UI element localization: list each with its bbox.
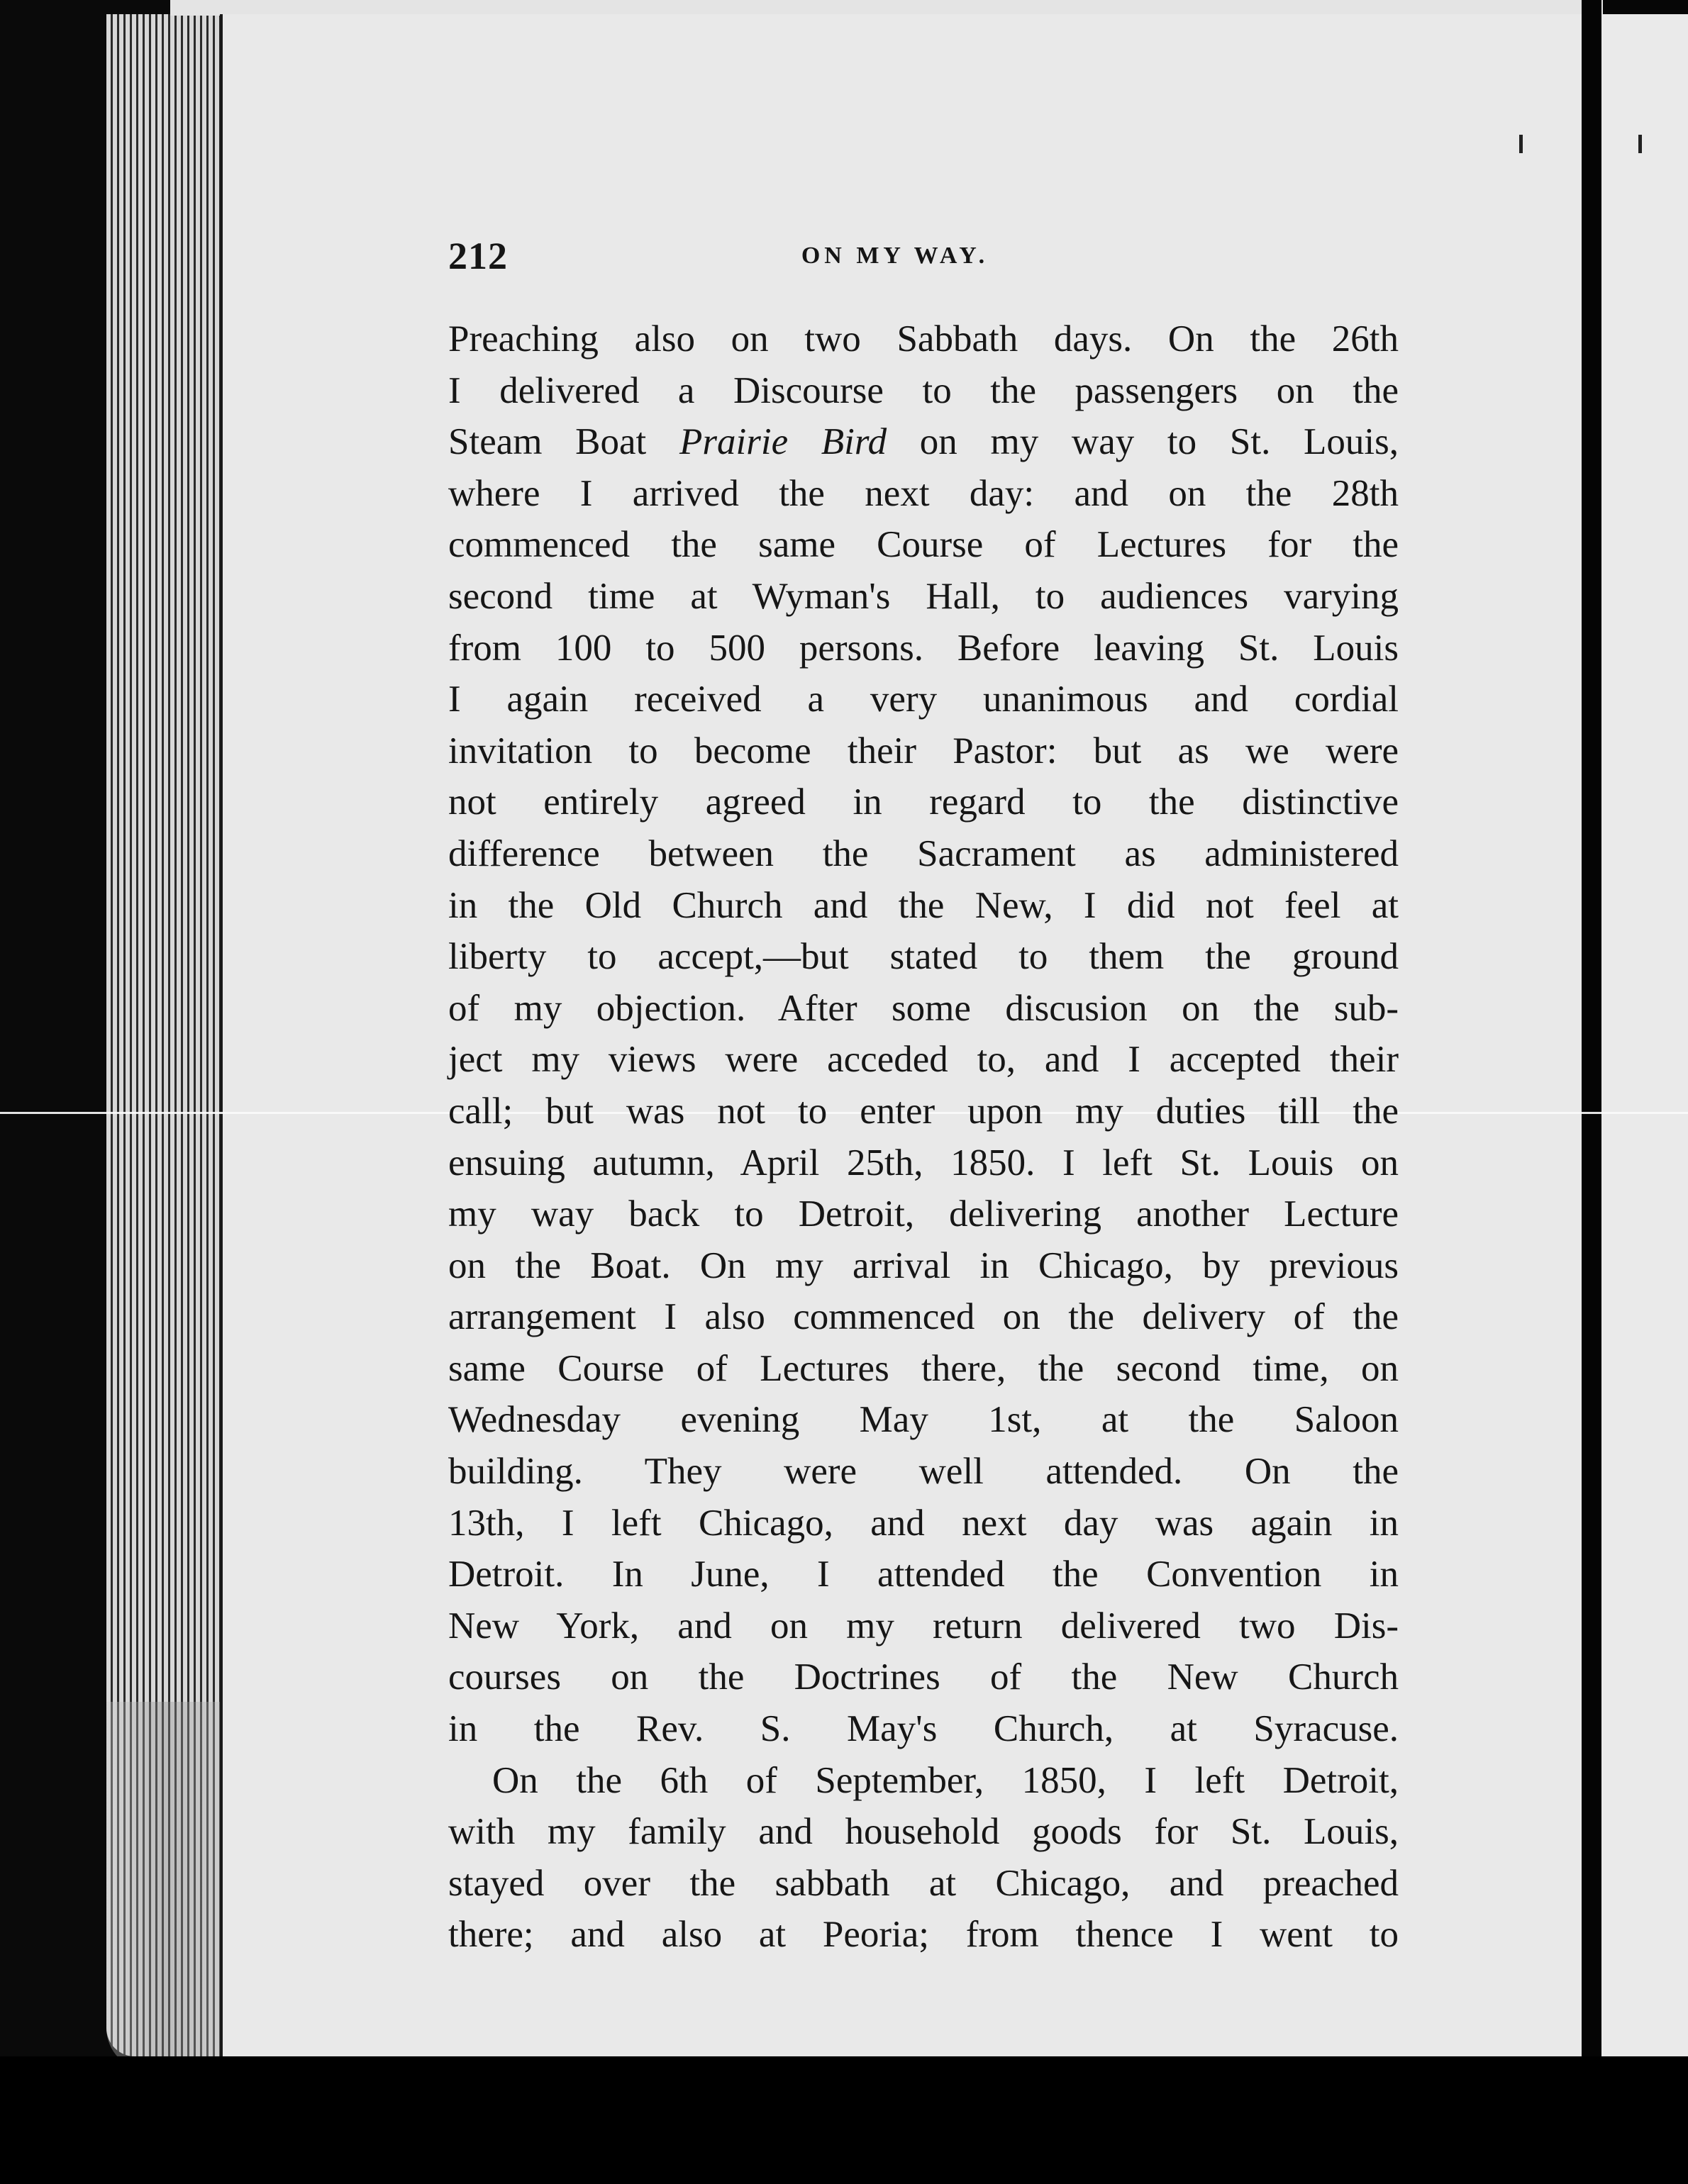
line-text: liberty to accept,—but stated to them the ground bbox=[448, 936, 1399, 978]
line-text: not entirely agreed in regard to the distinctive bbox=[448, 781, 1399, 823]
line-text: on my way to St. Louis, bbox=[887, 421, 1399, 463]
text-line bbox=[448, 1394, 1399, 1446]
text-line bbox=[448, 1600, 1399, 1652]
line-text: in the Rev. S. May's Church, at Syracuse. bbox=[448, 1708, 1399, 1750]
line-text: On the 6th of September, 1850, I left Detroit, bbox=[492, 1759, 1399, 1801]
page-mark bbox=[1519, 135, 1523, 153]
line-text: Detroit. In June, I attended the Convention in bbox=[448, 1554, 1399, 1595]
text-line bbox=[448, 1703, 1399, 1755]
facing-page-sliver bbox=[1601, 14, 1688, 2056]
text-line bbox=[448, 725, 1399, 777]
text-line bbox=[448, 1188, 1399, 1240]
line-text: I again received a very unanimous and cordial bbox=[448, 679, 1399, 720]
line-text: arrangement I also commenced on the delivery of the bbox=[448, 1296, 1399, 1338]
text-line bbox=[448, 1086, 1399, 1137]
text-line bbox=[448, 468, 1399, 520]
text-line bbox=[448, 571, 1399, 623]
body-text bbox=[448, 313, 1399, 1961]
text-line bbox=[448, 1858, 1399, 1910]
line-text: courses on the Doctrines of the New Church bbox=[448, 1656, 1399, 1698]
line-text: commenced the same Course of Lectures for the bbox=[448, 524, 1399, 566]
line-text: of my objection. After some discusion on the sub- bbox=[448, 987, 1399, 1029]
text-line bbox=[448, 1909, 1399, 1961]
line-text: Wednesday evening May 1st, at the Saloon bbox=[448, 1399, 1399, 1441]
text-line bbox=[448, 365, 1399, 417]
line-text: building. They were well attended. On the bbox=[448, 1451, 1399, 1493]
text-line bbox=[448, 983, 1399, 1035]
line-text: 13th, I left Chicago, and next day was again in bbox=[448, 1502, 1399, 1544]
scan-bottom-margin bbox=[0, 2056, 1688, 2184]
line-text: stayed over the sabbath at Chicago, and preached bbox=[448, 1862, 1399, 1904]
text-line bbox=[448, 1806, 1399, 1858]
line-text: there; and also at Peoria; from thence I went to bbox=[448, 1914, 1399, 1956]
line-text: same Course of Lectures there, the second time, on bbox=[448, 1347, 1399, 1389]
line-text: ject my views were acceded to, and I accepted their bbox=[448, 1039, 1399, 1081]
line-text: where I arrived the next day: and on the 28th bbox=[448, 472, 1399, 514]
line-text: call; but was not to enter upon my duties till the bbox=[448, 1090, 1399, 1132]
line-text: my way back to Detroit, delivering another Lecture bbox=[448, 1193, 1399, 1235]
top-page-strip bbox=[170, 0, 1603, 16]
line-text: Preaching also on two Sabbath days. On the 26th bbox=[448, 318, 1399, 360]
text-line bbox=[448, 1755, 1399, 1807]
text-line bbox=[448, 1240, 1399, 1292]
text-line bbox=[448, 1446, 1399, 1498]
text-line bbox=[448, 1651, 1399, 1703]
text-line bbox=[448, 1291, 1399, 1343]
running-head bbox=[448, 234, 1399, 284]
text-line bbox=[448, 623, 1399, 674]
line-text: I delivered a Discourse to the passengers on the bbox=[448, 369, 1399, 411]
text-line bbox=[448, 880, 1399, 932]
gutter-shadow bbox=[1582, 0, 1601, 2184]
line-text: on the Boat. On my arrival in Chicago, by previous bbox=[448, 1244, 1399, 1286]
text-line bbox=[448, 313, 1399, 365]
text-line bbox=[448, 1034, 1399, 1086]
text-line bbox=[448, 1498, 1399, 1549]
text-line bbox=[448, 1343, 1399, 1395]
text-line bbox=[448, 1137, 1399, 1189]
line-text: invitation to become their Pastor: but as we were bbox=[448, 730, 1399, 771]
text-line bbox=[448, 519, 1399, 571]
line-text: second time at Wyman's Hall, to audiences varying bbox=[448, 575, 1399, 617]
text-line bbox=[448, 828, 1399, 880]
page-mark bbox=[1638, 135, 1642, 153]
line-text: from 100 to 500 persons. Before leaving St. Louis bbox=[448, 627, 1399, 669]
line-text: in the Old Church and the New, I did not feel at bbox=[448, 884, 1399, 926]
text-line bbox=[448, 776, 1399, 828]
line-text: Steam Boat bbox=[448, 421, 679, 463]
line-text: ensuing autumn, April 25th, 1850. I left St. Louis on bbox=[448, 1142, 1399, 1183]
text-line bbox=[448, 674, 1399, 725]
text-line bbox=[448, 1549, 1399, 1600]
line-text: New York, and on my return delivered two Dis- bbox=[448, 1605, 1399, 1647]
page-number: 212 bbox=[448, 235, 508, 277]
running-head-title: ON MY WAY. bbox=[801, 243, 989, 269]
boat-name: Prairie Bird bbox=[679, 421, 887, 463]
line-text: difference between the Sacrament as administered bbox=[448, 832, 1399, 874]
text-line bbox=[448, 416, 1399, 468]
text-line bbox=[448, 931, 1399, 983]
line-text: with my family and household goods for St. Louis, bbox=[448, 1811, 1399, 1853]
